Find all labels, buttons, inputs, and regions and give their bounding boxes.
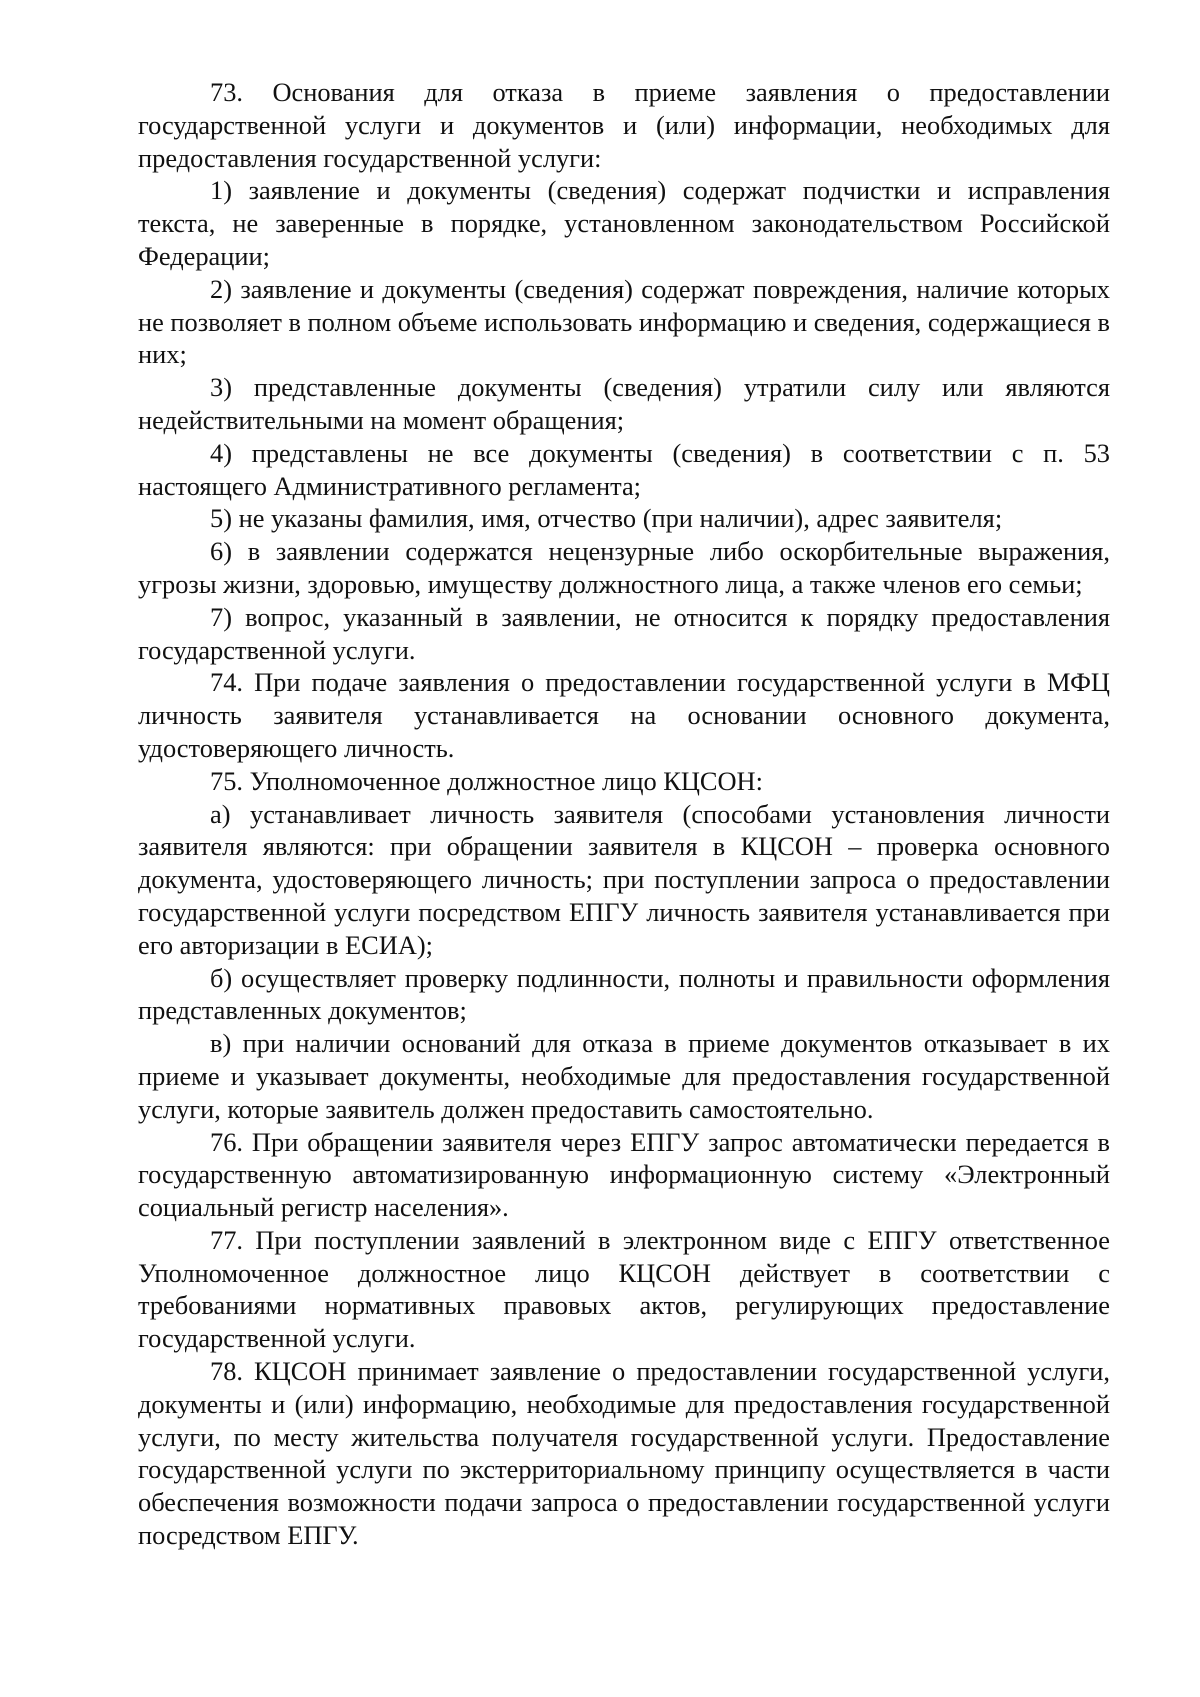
- paragraph-76: 76. При обращении заявителя через ЕПГУ запрос автоматически передается в государственную автоматизированную информационную систему «Электронный социальный регистр населения».: [138, 1126, 1110, 1223]
- paragraph-75-item-v: в) при наличии оснований для отказа в приеме документов отказывает в их приеме и указывает документы, необходимые для предоставления государственной услуги, которые заявитель должен предоставить самостоятельно.: [138, 1028, 1110, 1124]
- document-body: [138, 76, 1110, 1552]
- paragraph-73-item-1: 1) заявление и документы (сведения) содержат подчистки и исправления текста, не заверенные в порядке, установленном законодательством Российской Федерации;: [138, 175, 1110, 271]
- paragraph-78: 78. КЦСОН принимает заявление о предоставлении государственной услуги, документы и (или) информацию, необходимые для предоставления государственной услуги, по месту жительства получателя государственной услуги. Предоставление государственной услуги по экстерриториальному принципу осуществляется в части обеспечения возможности подачи запроса о предоставлении государственной услуги посредством ЕПГУ.: [138, 1356, 1110, 1551]
- paragraph-77: 77. При поступлении заявлений в электронном виде с ЕПГУ ответственное Уполномоченное должностное лицо КЦСОН действует в соответствии с требованиями нормативных правовых актов, регулирующих предоставление государственной услуги.: [138, 1224, 1110, 1354]
- paragraph-73-item-6: 6) в заявлении содержатся нецензурные либо оскорбительные выражения, угрозы жизни, здоровью, имуществу должностного лица, а также членов его семьи;: [138, 536, 1110, 599]
- paragraph-73-item-4: 4) представлены не все документы (сведения) в соответствии с п. 53 настоящего Административного регламента;: [138, 437, 1110, 501]
- paragraph-73-item-7: 7) вопрос, указанный в заявлении, не относится к порядку предоставления государственной услуги.: [138, 601, 1110, 665]
- paragraph-73-item-3: 3) представленные документы (сведения) утратили силу или являются недействительными на момент обращения;: [138, 372, 1110, 435]
- paragraph-74: 74. При подаче заявления о предоставлении государственной услуги в МФЦ личность заявителя устанавливается на основании основного документа, удостоверяющего личность.: [138, 667, 1110, 763]
- paragraph-75: 75. Уполномоченное должностное лицо КЦСОН:: [210, 765, 763, 796]
- paragraph-73-item-2: 2) заявление и документы (сведения) содержат повреждения, наличие которых не позволяет в полном объеме использовать информацию и сведения, содержащиеся в них;: [138, 273, 1111, 370]
- paragraph-73-item-5: 5) не указаны фамилия, имя, отчество (при наличии), адрес заявителя;: [210, 503, 1003, 534]
- paragraph-73: 73. Основания для отказа в приеме заявления о предоставлении государственной услуги и документов и (или) информации, необходимых для предоставления государственной услуги:: [138, 77, 1110, 173]
- paragraph-75-item-b: б) осуществляет проверку подлинности, полноты и правильности оформления представленных документов;: [138, 962, 1110, 1026]
- paragraph-75-item-a: а) устанавливает личность заявителя (способами установления личности заявителя являются: при обращении заявителя в КЦСОН – проверка основного документа, удостоверяющего личность; при поступлении запроса о предоставлении государственной услуги посредством ЕПГУ личность заявителя устанавливается при его авторизации в ЕСИА);: [138, 798, 1110, 960]
